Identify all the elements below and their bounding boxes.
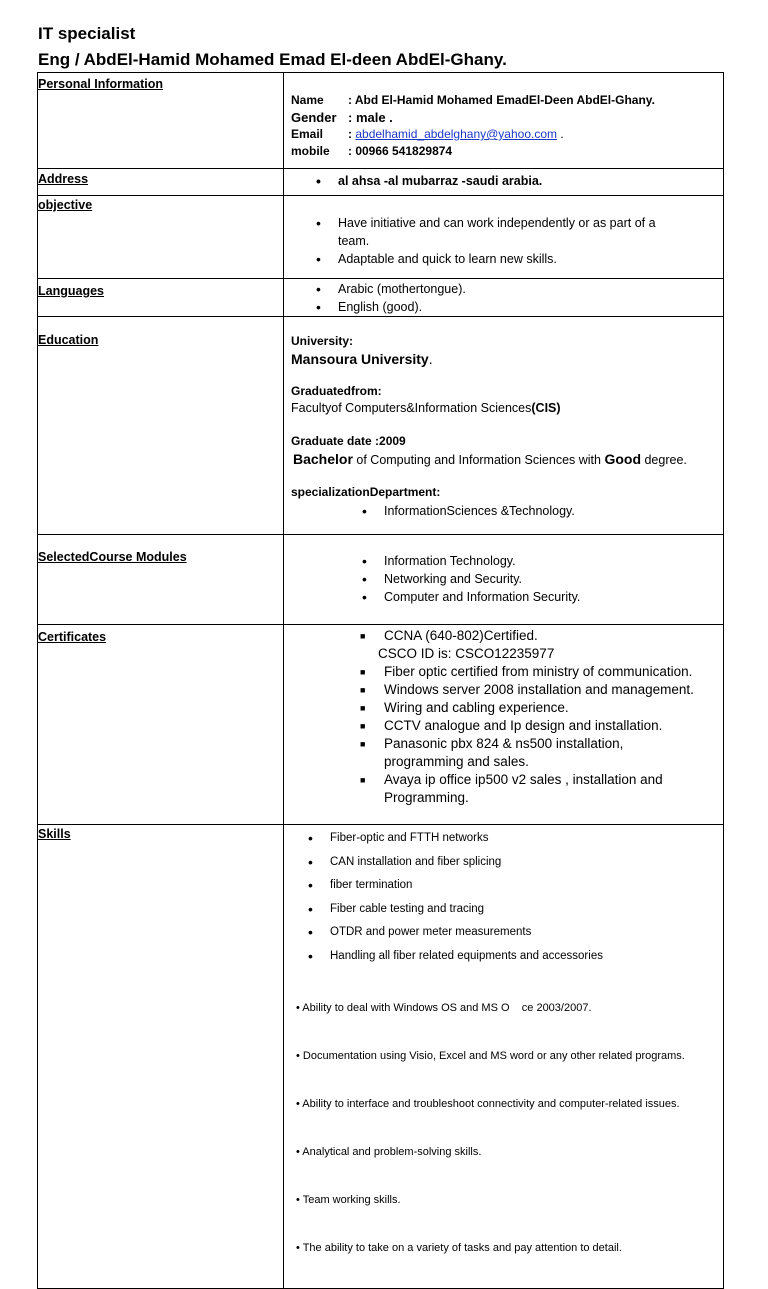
skill-item: • Handling all fiber related equipments and accessories [330, 945, 723, 969]
mobile-value: : 00966 541829874 [348, 144, 453, 158]
languages-label: Languages [38, 284, 104, 298]
certificate-item: ■ Panasonic pbx 824 & ns500 installation, programming and sales. [384, 735, 719, 771]
skills-extra [284, 968, 723, 1288]
gender-row [291, 109, 723, 126]
degree-name: Bachelor [293, 451, 353, 467]
graduated-label: Graduatedfrom: [291, 384, 382, 398]
degree-tail: degree. [641, 453, 687, 467]
objective-row [38, 196, 724, 279]
name-value: : Abd El-Hamid Mohamed EmadEl-Deen AbdEl-Ghany. [348, 93, 655, 107]
personal-row [38, 73, 724, 169]
graduate-date: Graduate date :2009 [291, 434, 406, 448]
university-label: University: [291, 334, 354, 348]
skill-item: • CAN installation and fiber splicing [330, 851, 723, 875]
university-dot: . [428, 351, 433, 367]
skill-extra-item: • Team working skills. [296, 1194, 401, 1206]
objective-item: • Adaptable and quick to learn new skills. [338, 250, 683, 268]
email-key: Email [291, 127, 324, 141]
faculty-abbr: (CIS) [531, 401, 561, 415]
certificates-row [38, 625, 724, 825]
skill-item: • Fiber cable testing and tracing [330, 898, 723, 922]
language-item: • English (good). [338, 298, 723, 316]
ccna-list [284, 627, 723, 645]
faculty-name: Facultyof Computers&Information Sciences [291, 401, 532, 415]
csco-id: CSCO ID is: CSCO12235977 [378, 646, 555, 661]
education-label: Education [38, 333, 99, 347]
languages-row [38, 279, 724, 317]
certificates-list [284, 663, 723, 807]
gender-value: : male . [348, 110, 393, 125]
gender-key: Gender [291, 110, 337, 125]
skill-extra-item: • Ability to deal with Windows OS and MS O ce 2003/2007. [296, 1002, 592, 1014]
module-item: • Networking and Security. [384, 570, 723, 588]
skill-item: • fiber termination [330, 874, 723, 898]
name-row [291, 92, 723, 109]
address-value: • al ahsa -al mubarraz -saudi arabia. [338, 172, 723, 190]
skill-item: • OTDR and power meter measurements [330, 921, 723, 945]
languages-list [284, 279, 723, 316]
objective-label: objective [38, 198, 93, 212]
personal-label: Personal Information [38, 77, 164, 91]
objective-item: • Have initiative and can work independently or as part of a team. [338, 214, 683, 250]
certificates-label: Certificates [38, 630, 107, 644]
address-label: Address [38, 172, 89, 186]
certificate-item: ■ Fiber optic certified from ministry of communication. [384, 663, 719, 681]
skill-extra-item: • Documentation using Visio, Excel and MS word or any other related programs. [296, 1050, 685, 1062]
language-item: • Arabic (mothertongue). [338, 280, 723, 298]
skills-label: Skills [38, 827, 71, 841]
certificate-item: ■ Avaya ip office ip500 v2 sales , installation and Programming. [384, 771, 719, 807]
modules-label: SelectedCourse Modules [38, 550, 187, 564]
skill-extra-item: • Ability to interface and troubleshoot connectivity and computer-related issues. [296, 1098, 680, 1110]
page-title: IT specialist [38, 24, 136, 43]
specialization-list [291, 502, 723, 520]
module-item: • Computer and Information Security. [384, 588, 723, 606]
skills-row [38, 825, 724, 1289]
specialization-item: • InformationSciences &Technology. [384, 502, 723, 520]
certificate-item: ■ Wiring and cabling experience. [384, 699, 719, 717]
certificate-item: ■ CCTV analogue and Ip design and installation. [384, 717, 719, 735]
education-row [38, 317, 724, 535]
name-key: Name [291, 93, 324, 107]
address-row [38, 169, 724, 196]
skill-item: • Fiber-optic and FTTH networks [330, 827, 723, 851]
candidate-name-heading: Eng / AbdEl-Hamid Mohamed Emad El-deen AbdEl-Ghany. [38, 50, 507, 69]
module-item: • Information Technology. [384, 552, 723, 570]
email-row [291, 126, 723, 143]
email-tail: . [557, 127, 564, 141]
modules-list [284, 535, 723, 606]
skill-extra-item: • Analytical and problem-solving skills. [296, 1146, 482, 1158]
mobile-row [291, 143, 723, 160]
skill-extra-item: • The ability to take on a variety of tasks and pay attention to detail. [296, 1242, 622, 1254]
university-name: Mansoura University [291, 351, 429, 367]
certificate-item: ■ Windows server 2008 installation and management. [384, 681, 719, 699]
resume-table [37, 72, 724, 1289]
degree-grade: Good [604, 451, 641, 467]
certificate-item: ■ CCNA (640-802)Certified. [384, 627, 723, 645]
specialization-label: specializationDepartment: [291, 485, 441, 499]
skills-list [284, 825, 723, 968]
modules-row [38, 535, 724, 625]
email-link[interactable]: abdelhamid_abdelghany@yahoo.com [355, 127, 557, 141]
objective-list [284, 196, 723, 268]
degree-field: of Computing and Information Sciences with [352, 453, 605, 467]
mobile-key: mobile [291, 144, 330, 158]
address-list [284, 169, 723, 190]
email-colon: : [348, 127, 356, 141]
